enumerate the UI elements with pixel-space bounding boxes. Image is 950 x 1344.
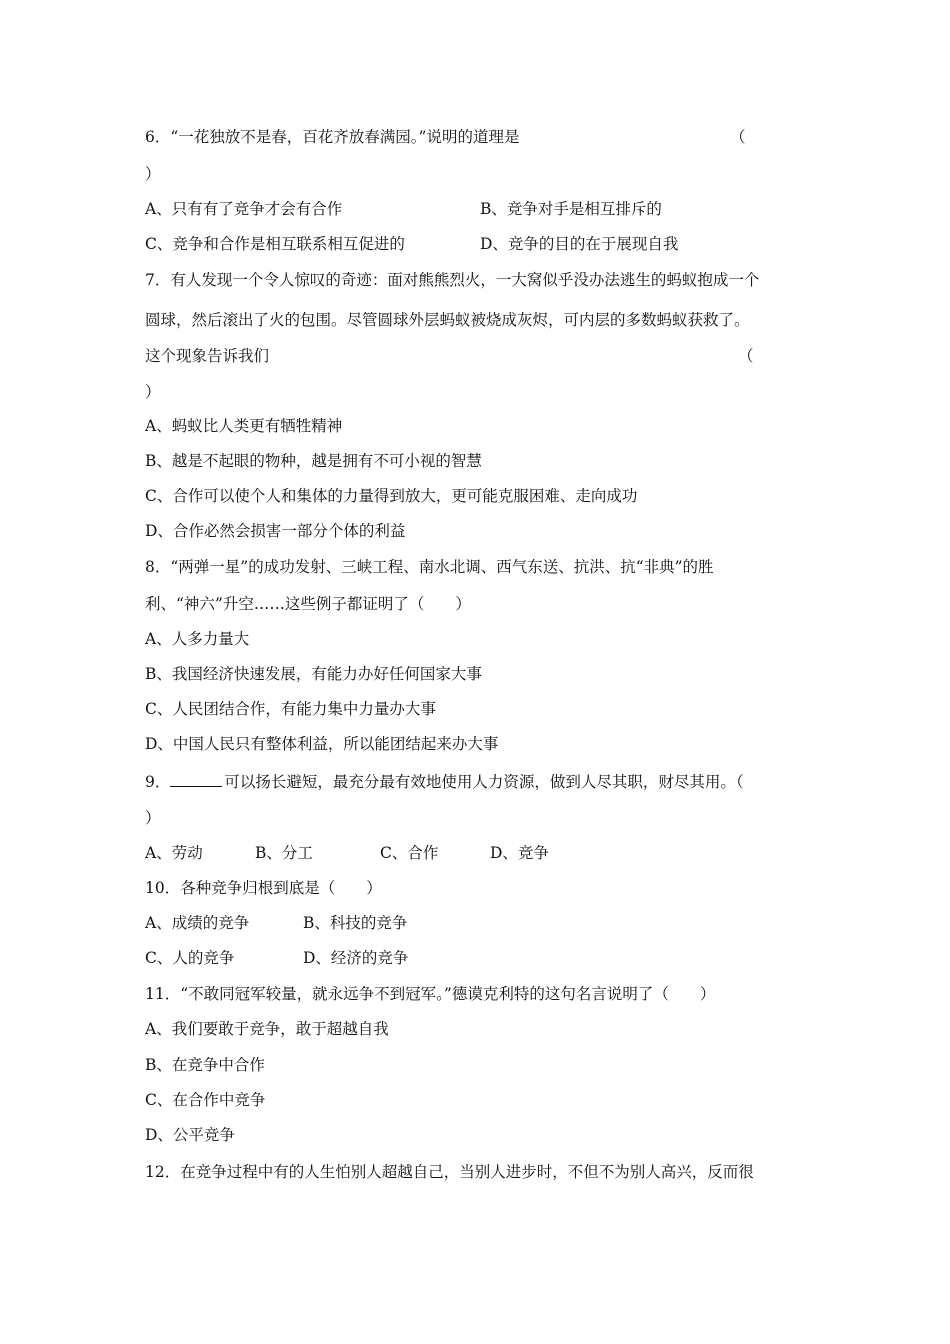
q7-option-b: B、越是不起眼的物种，越是拥有不可小视的智慧 xyxy=(145,452,482,470)
q8-stem-line-1: 8．“两弹一星”的成功发射、三峡工程、南水北调、西气东送、抗洪、抗“非典”的胜 xyxy=(145,558,714,576)
q7-paren-close: ） xyxy=(145,383,161,401)
q9-paren-close: ） xyxy=(145,809,161,827)
q6-paren-open: （ xyxy=(730,128,746,146)
q9-option-a: A、劳动 xyxy=(145,844,203,862)
q10-option-a: A、成绩的竞争 xyxy=(145,914,250,932)
q8-option-a: A、人多力量大 xyxy=(145,630,250,648)
q6-paren-close: ） xyxy=(145,165,161,183)
q11-option-c: C、在合作中竞争 xyxy=(145,1091,266,1109)
q9-stem: 可以扬长避短，最充分最有效地使用人力资源，做到人尽其职，财尽其用。（ xyxy=(224,773,744,791)
q6-option-c: C、竞争和合作是相互联系相互促进的 xyxy=(145,235,405,253)
q8-option-b: B、我国经济快速发展，有能力办好任何国家大事 xyxy=(145,665,482,683)
q9-number: 9． xyxy=(145,773,171,791)
q7-stem-line-3: 这个现象告诉我们 xyxy=(145,347,270,365)
q10-stem: 10．各种竞争归根到底是（ ） xyxy=(145,879,382,897)
q10-option-d: D、经济的竞争 xyxy=(303,949,409,967)
q11-stem: 11．“不敢同冠军较量，就永远争不到冠军。”德谟克利特的这句名言说明了（ ） xyxy=(145,985,716,1003)
q10-option-b: B、科技的竞争 xyxy=(303,914,408,932)
q11-option-a: A、我们要敢于竞争，敢于超越自我 xyxy=(145,1020,389,1038)
q9-option-d: D、竞争 xyxy=(490,844,549,862)
q7-option-d: D、合作必然会损害一部分个体的利益 xyxy=(145,522,406,540)
q8-option-d: D、中国人民只有整体利益，所以能团结起来办大事 xyxy=(145,735,499,753)
q7-stem-line-2: 圆球，然后滚出了火的包围。尽管圆球外层蚂蚁被烧成灰烬，可内层的多数蚂蚁获救了。 xyxy=(145,311,750,329)
q6-option-a: A、只有有了竞争才会有合作 xyxy=(145,200,343,218)
q6-stem: 6．“一花独放不是春，百花齐放春满园。”说明的道理是 xyxy=(145,128,520,146)
q7-stem-line-1: 7．有人发现一个令人惊叹的奇迹：面对熊熊烈火，一大窝似乎没办法逃生的蚂蚁抱成一个 xyxy=(145,271,760,289)
q11-option-b: B、在竞争中合作 xyxy=(145,1056,265,1074)
q6-option-d: D、竞争的目的在于展现自我 xyxy=(480,235,679,253)
q9-option-b: B、分工 xyxy=(255,844,313,862)
q9-answer-blank xyxy=(170,771,222,787)
q10-option-c: C、人的竞争 xyxy=(145,949,235,967)
q9-option-c: C、合作 xyxy=(380,844,439,862)
q12-stem: 12．在竞争过程中有的人生怕别人超越自己，当别人进步时，不但不为别人高兴，反而很 xyxy=(145,1163,754,1181)
q7-option-c: C、合作可以使个人和集体的力量得到放大，更可能克服困难、走向成功 xyxy=(145,487,638,505)
q9-stem-line xyxy=(145,771,744,791)
q7-option-a: A、蚂蚁比人类更有牺牲精神 xyxy=(145,417,343,435)
q11-option-d: D、公平竞争 xyxy=(145,1126,235,1144)
q6-option-b: B、竞争对手是相互排斥的 xyxy=(480,200,662,218)
q8-stem-line-2: 利、“神六”升空……这些例子都证明了（ ） xyxy=(145,595,471,613)
q8-option-c: C、人民团结合作，有能力集中力量办大事 xyxy=(145,700,436,718)
q7-paren-open: （ xyxy=(738,347,754,365)
